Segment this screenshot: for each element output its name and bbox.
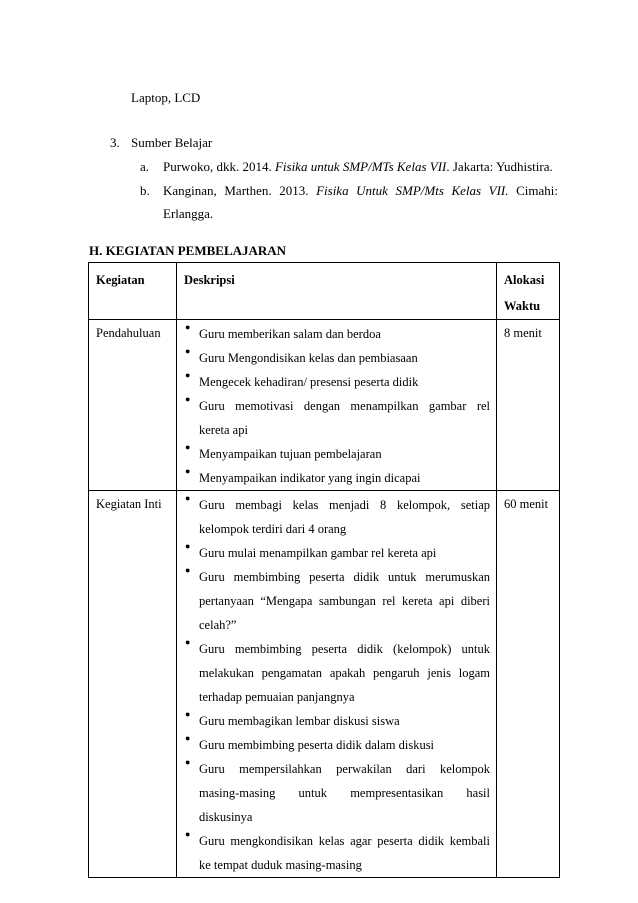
section-3-number: 3. [110, 135, 120, 150]
list-item [177, 565, 490, 637]
ref-a-author: Purwoko, dkk. 2014. [163, 159, 275, 174]
list-item [177, 442, 490, 466]
list-item-text: terhadap pemuaian panjangnya [199, 690, 355, 704]
ref-b-text [163, 183, 558, 199]
list-item-text: diskusinya [199, 810, 253, 824]
cell-deskripsi [177, 320, 497, 491]
list-item-text: kelompok terdiri dari 4 orang [199, 522, 347, 536]
list-item-text: Guru membimbing peserta didik (kelompok) untuk [199, 642, 490, 656]
bullet-icon: ● [185, 565, 191, 575]
list-item [177, 757, 490, 829]
list-item [177, 346, 490, 370]
bullet-icon: ● [185, 442, 191, 452]
bullet-icon: ● [185, 541, 191, 551]
header-alokasi: Alokasi [504, 273, 545, 287]
list-item-text: kereta api [199, 423, 248, 437]
equipment-line: Laptop, LCD [131, 90, 201, 105]
list-item-text: Guru membagi kelas menjadi 8 kelompok, setiap [199, 498, 490, 512]
bullet-icon: ● [185, 346, 191, 356]
list-item [177, 709, 490, 733]
ref-b-book-title: Fisika Untuk SMP/Mts Kelas VII. [316, 183, 509, 198]
list-item-text: Guru mempersilahkan perwakilan dari kelompok [199, 762, 490, 776]
list-item [177, 394, 490, 442]
list-item-text: Guru membagikan lembar diskusi siswa [199, 714, 400, 728]
section-h-heading: H. KEGIATAN PEMBELAJARAN [89, 243, 287, 258]
list-item-text: masing-masing untuk mempresentasikan hasil [199, 786, 490, 800]
list-item-text: Mengecek kehadiran/ presensi peserta didik [199, 375, 419, 389]
ref-a-publisher: . Jakarta: Yudhistira. [446, 159, 553, 174]
ref-a-book-title: Fisika untuk SMP/MTs Kelas VII [274, 159, 447, 174]
bullet-icon: ● [185, 637, 191, 647]
list-item [177, 370, 490, 394]
bullet-icon: ● [185, 709, 191, 719]
table-row [89, 491, 560, 878]
list-item-text: Menyampaikan tujuan pembelajaran [199, 447, 382, 461]
section-3-title: Sumber Belajar [131, 135, 213, 150]
table-header-row [89, 263, 560, 320]
list-item-text: Guru memotivasi dengan menampilkan gambar rel [199, 399, 490, 413]
description-list [177, 320, 496, 490]
list-item-text: Guru memberikan salam dan berdoa [199, 327, 381, 341]
ref-a-text [163, 159, 553, 175]
list-item [177, 733, 490, 757]
ref-b-line2: Erlangga. [163, 206, 214, 221]
header-deskripsi: Deskripsi [177, 263, 497, 320]
bullet-icon: ● [185, 466, 191, 476]
cell-waktu: 60 menit [497, 491, 560, 878]
list-item [177, 829, 490, 877]
header-kegiatan: Kegiatan [89, 263, 177, 320]
cell-kegiatan: Pendahuluan [89, 320, 177, 491]
list-item-text: pertanyaan “Mengapa sambungan rel kereta api diberi [199, 594, 490, 608]
cell-deskripsi [177, 491, 497, 878]
list-item-text: Menyampaikan indikator yang ingin dicapai [199, 471, 421, 485]
list-item-text: Guru mulai menampilkan gambar rel kereta api [199, 546, 437, 560]
table-row [89, 320, 560, 491]
ref-b-author: Kanginan, Marthen. 2013. [163, 183, 317, 198]
list-item-text: ke tempat duduk masing-masing [199, 858, 362, 872]
header-alokasi-waktu [497, 263, 560, 320]
list-item [177, 541, 490, 565]
list-item-text: melakukan pengamatan apakah pengaruh jenis logam [199, 666, 490, 680]
list-item-text: Guru mengkondisikan kelas agar peserta didik kembali [199, 834, 490, 848]
bullet-icon: ● [185, 322, 191, 332]
bullet-icon: ● [185, 733, 191, 743]
list-item-text: Guru membimbing peserta didik untuk merumuskan [199, 570, 490, 584]
bullet-icon: ● [185, 757, 191, 767]
list-item [177, 322, 490, 346]
bullet-icon: ● [185, 493, 191, 503]
activity-table [88, 262, 560, 878]
ref-b-publisher: Cimahi: [516, 183, 558, 198]
list-item-text: celah?” [199, 618, 237, 632]
list-item-text: Guru Mengondisikan kelas dan pembiasaan [199, 351, 418, 365]
description-list [177, 491, 496, 877]
ref-a-marker: a. [140, 159, 150, 174]
cell-waktu: 8 menit [497, 320, 560, 491]
cell-kegiatan: Kegiatan Inti [89, 491, 177, 878]
list-item [177, 637, 490, 709]
list-item [177, 466, 490, 490]
ref-b-marker: b. [140, 183, 150, 198]
bullet-icon: ● [185, 370, 191, 380]
header-waktu: Waktu [504, 299, 541, 313]
bullet-icon: ● [185, 829, 191, 839]
list-item-text: Guru membimbing peserta didik dalam diskusi [199, 738, 435, 752]
list-item [177, 493, 490, 541]
bullet-icon: ● [185, 394, 191, 404]
